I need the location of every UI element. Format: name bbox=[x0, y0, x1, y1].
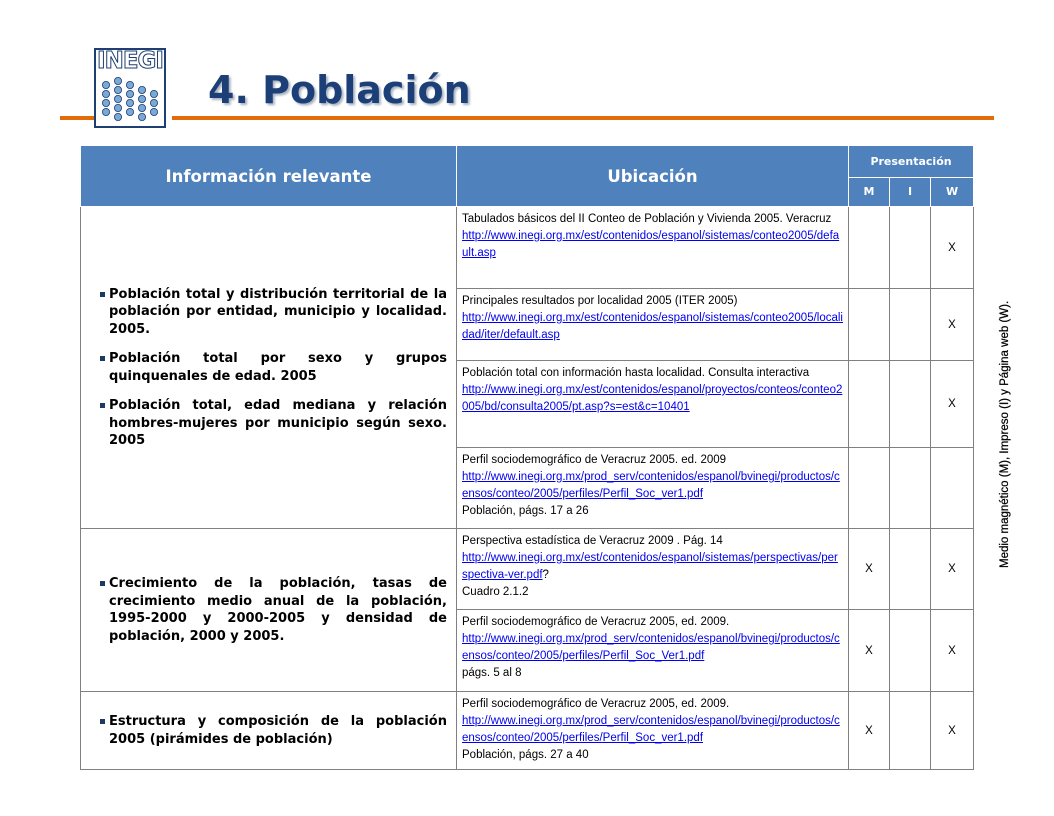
header-presentation: Presentación bbox=[849, 146, 974, 178]
mark-i bbox=[890, 610, 931, 692]
source-title: Perfil sociodemográfico de Veracruz 2005, ed. 2009. bbox=[462, 698, 730, 710]
source-link[interactable]: http://www.inegi.org.mx/prod_serv/contenidos/espanol/bvinegi/productos/censos/conteo/2005/perfiles/Perfil_Soc_ver1.pdf bbox=[462, 715, 840, 744]
page-title: 4. Población bbox=[208, 68, 471, 112]
population-table bbox=[80, 145, 974, 770]
header-i: I bbox=[890, 177, 931, 206]
header-rule-left bbox=[60, 116, 94, 120]
info-item-main: Estructura y composición de la población 2005 (pirámides de población) bbox=[109, 714, 447, 747]
source-title: Tabulados básicos del II Conteo de Población y Vivienda 2005. Veracruz bbox=[462, 213, 832, 225]
source-link[interactable]: http://www.inegi.org.mx/prod_serv/contenidos/espanol/bvinegi/productos/censos/conteo/2005/perfiles/Perfil_Soc_ver1.pdf bbox=[462, 471, 840, 500]
source-title: Población total con información hasta localidad. Consulta interactiva bbox=[462, 367, 810, 379]
mark-m bbox=[849, 289, 890, 361]
source-title: Perfil sociodemográfico de Veracruz 2005, ed. 2009. bbox=[462, 616, 730, 628]
source-link[interactable]: http://www.inegi.org.mx/est/contenidos/espanol/sistemas/conteo2005/default.asp bbox=[462, 230, 840, 259]
source-note: Cuadro 2.1.2 bbox=[462, 586, 529, 598]
info-item: Población total por sexo y grupos quinquenales de edad. 2005 bbox=[101, 350, 447, 385]
location-cell bbox=[457, 692, 849, 770]
source-link[interactable]: http://www.inegi.org.mx/est/contenidos/espanol/sistemas/perspectivas/perspectiva-ver.pdf bbox=[462, 552, 838, 581]
mark-w: X bbox=[931, 207, 974, 289]
location-cell bbox=[457, 361, 849, 448]
source-title: Perfil sociodemográfico de Veracruz 2005. ed. 2009 bbox=[462, 454, 727, 466]
table-row bbox=[81, 207, 974, 289]
mark-m bbox=[849, 207, 890, 289]
mark-w: X bbox=[931, 692, 974, 770]
info-cell bbox=[81, 692, 457, 770]
header-rule-right bbox=[172, 116, 994, 120]
mark-m bbox=[849, 361, 890, 448]
info-item: Población total, edad mediana y relación hombres-mujeres por municipio según sexo. 2005 bbox=[101, 397, 447, 450]
mark-w: X bbox=[931, 610, 974, 692]
mark-w: X bbox=[931, 529, 974, 610]
mark-m: X bbox=[849, 610, 890, 692]
location-cell bbox=[457, 610, 849, 692]
info-cell bbox=[81, 529, 457, 692]
source-title: Principales resultados por localidad 2005 (ITER 2005) bbox=[462, 295, 738, 307]
source-note: págs. 5 al 8 bbox=[462, 667, 522, 679]
location-cell bbox=[457, 289, 849, 361]
mark-m: X bbox=[849, 529, 890, 610]
source-title: Perspectiva estadística de Veracruz 2009 . Pág. 14 bbox=[462, 535, 723, 547]
info-item bbox=[101, 713, 447, 748]
location-cell bbox=[457, 448, 849, 529]
info-cell bbox=[81, 207, 457, 529]
source-link[interactable]: http://www.inegi.org.mx/prod_serv/contenidos/espanol/bvinegi/productos/censos/conteo/2005/perfiles/Perfil_Soc_Ver1.pdf bbox=[462, 633, 840, 662]
mark-m: X bbox=[849, 692, 890, 770]
source-link-suffix: ? bbox=[542, 569, 549, 581]
mark-i bbox=[890, 289, 931, 361]
location-cell bbox=[457, 207, 849, 289]
source-link[interactable]: http://www.inegi.org.mx/est/contenidos/espanol/sistemas/conteo2005/localidad/iter/default.asp bbox=[462, 312, 843, 341]
mark-i bbox=[890, 207, 931, 289]
mark-w: X bbox=[931, 361, 974, 448]
table-row bbox=[81, 692, 974, 770]
logo-text: INEGI bbox=[97, 48, 163, 74]
mark-w: X bbox=[931, 289, 974, 361]
table-row bbox=[81, 529, 974, 610]
source-note: Población, págs. 17 a 26 bbox=[462, 505, 589, 517]
mark-i bbox=[890, 529, 931, 610]
header-m: M bbox=[849, 177, 890, 206]
header-w: W bbox=[931, 177, 974, 206]
inegi-logo bbox=[94, 48, 166, 128]
mark-w bbox=[931, 448, 974, 529]
info-item: Crecimiento de la población, tasas de crecimiento medio anual de la población, 1995-2000 y 2000-2005 y densidad de población, 2000 y 2005. bbox=[101, 575, 447, 645]
header-location: Ubicación bbox=[457, 146, 849, 207]
source-note: Población, págs. 27 a 40 bbox=[462, 749, 589, 761]
presentation-legend: Medio magnético (M), Impreso (I) y Página web (W). bbox=[999, 300, 1011, 568]
mark-m bbox=[849, 448, 890, 529]
location-cell bbox=[457, 529, 849, 610]
mark-i bbox=[890, 361, 931, 448]
info-item: Población total y distribución territorial de la población por entidad, municipio y localidad. 2005. bbox=[101, 286, 447, 339]
mark-i bbox=[890, 692, 931, 770]
header-info: Información relevante bbox=[81, 146, 457, 207]
mark-i bbox=[890, 448, 931, 529]
source-link[interactable]: http://www.inegi.org.mx/est/contenidos/espanol/proyectos/conteos/conteo2005/bd/consulta2005/pt.asp?s=est&c=10401 bbox=[462, 384, 843, 413]
